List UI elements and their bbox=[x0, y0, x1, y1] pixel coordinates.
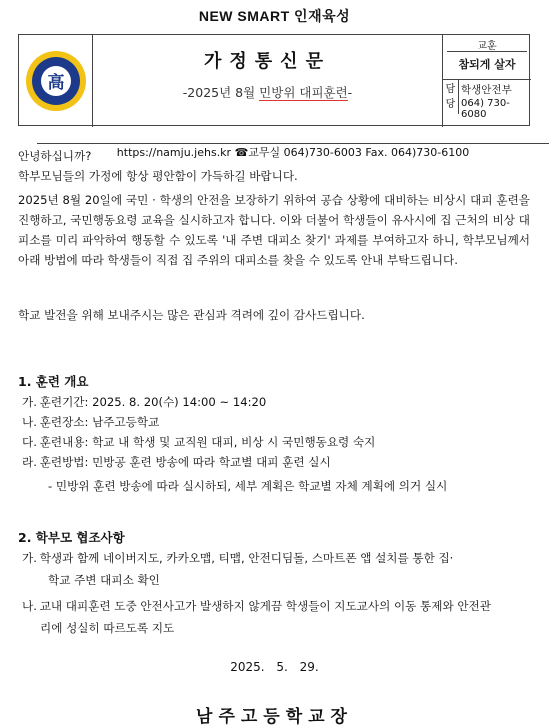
greeting: 안녕하십니까? bbox=[18, 149, 92, 163]
issue-topic: 민방위 대피훈련 bbox=[259, 85, 348, 100]
school-seal: 참되게 살자 bbox=[447, 51, 527, 75]
intro-paragraph: 2025년 8월 20일에 국민 · 학생의 안전을 보장하기 위하여 공습 상황에 대비하는 비상시 대피 훈련을 진행하고, 국민행동요령 교육을 실시하고자 합니다. 이와 더불어 학생들이 유사시에 집 근처의 비상 대피소를 미리 파악하여 행동할 수 있도록 '내 주변 대피소 찾기' 과제를 부여하고자 하니, 학부모님께서 아래 방법에 따라 학생들이 직접 집 주위의 대피소를 찾을 수 있도록 안내 부탁드립니다. bbox=[18, 193, 530, 267]
svg-text:高: 高 bbox=[47, 73, 64, 93]
department-phone: 064) 730-6080 bbox=[461, 98, 510, 120]
sub-list-item: - 민방위 훈련 방송에 따라 실시하되, 세부 계획은 학교별 자체 계획에 의거 실시 bbox=[48, 479, 448, 493]
tamdang-label: 담당 bbox=[443, 80, 459, 114]
school-principal: 남주고등학교장 bbox=[196, 707, 353, 726]
issue-prefix: -2025년 8월 bbox=[182, 85, 260, 100]
approval-cell bbox=[443, 35, 531, 127]
school-motto: NEW SMART 인재육성 bbox=[198, 8, 351, 24]
issue-suffix: - bbox=[347, 85, 353, 100]
list-item: 가. 학생과 함께 네이버지도, 카카오맵, 티맵, 안전디딤돌, 스마트폰 앱 설치를 통한 집· bbox=[22, 551, 454, 565]
list-item: 나. 훈련장소: 남주고등학교 bbox=[22, 415, 160, 429]
thanks-line: 학교 발전을 위해 보내주시는 많은 관심과 격려에 깊이 감사드립니다. bbox=[18, 308, 365, 322]
approval-label: 교훈 bbox=[477, 41, 497, 52]
section1-title: 1. 훈련 개요 bbox=[18, 374, 89, 389]
title-cell bbox=[93, 35, 443, 127]
list-item: 가. 훈련기간: 2025. 8. 20(수) 14:00 ~ 14:20 bbox=[22, 395, 267, 409]
list-item: 라. 훈련방법: 민방공 훈련 방송에 따라 학교별 대피 훈련 실시 bbox=[22, 455, 331, 469]
school-logo-cell bbox=[19, 35, 93, 127]
school-info-bar: https://namju.jehs.kr ☎교무실 064)730-6003 Fax. 064)730-6100 bbox=[37, 143, 549, 161]
newsletter-title: 가정통신문 bbox=[204, 51, 331, 72]
list-item: 다. 훈련내용: 학교 내 학생 및 교직원 대피, 비상 시 국민행동요령 숙지 bbox=[22, 435, 376, 449]
department-name: 학생안전부 bbox=[461, 84, 512, 96]
list-item-continuation: 리에 성실히 따르도록 지도 bbox=[40, 621, 175, 635]
school-emblem-icon bbox=[25, 50, 87, 112]
wish-line: 학부모님들의 가정에 항상 평안함이 가득하길 바랍니다. bbox=[18, 169, 298, 183]
list-item-continuation: 학교 주변 대피소 확인 bbox=[48, 573, 160, 587]
list-item: 나. 교내 대피훈련 도중 안전사고가 발생하지 않게끔 학생들이 지도교사의 이동 통제와 안전관 bbox=[22, 599, 491, 613]
issue-line bbox=[93, 83, 442, 101]
issue-date: 2025. 5. 29. bbox=[230, 660, 319, 674]
section2-title: 2. 학부모 협조사항 bbox=[18, 530, 125, 545]
contact-box bbox=[443, 79, 531, 120]
